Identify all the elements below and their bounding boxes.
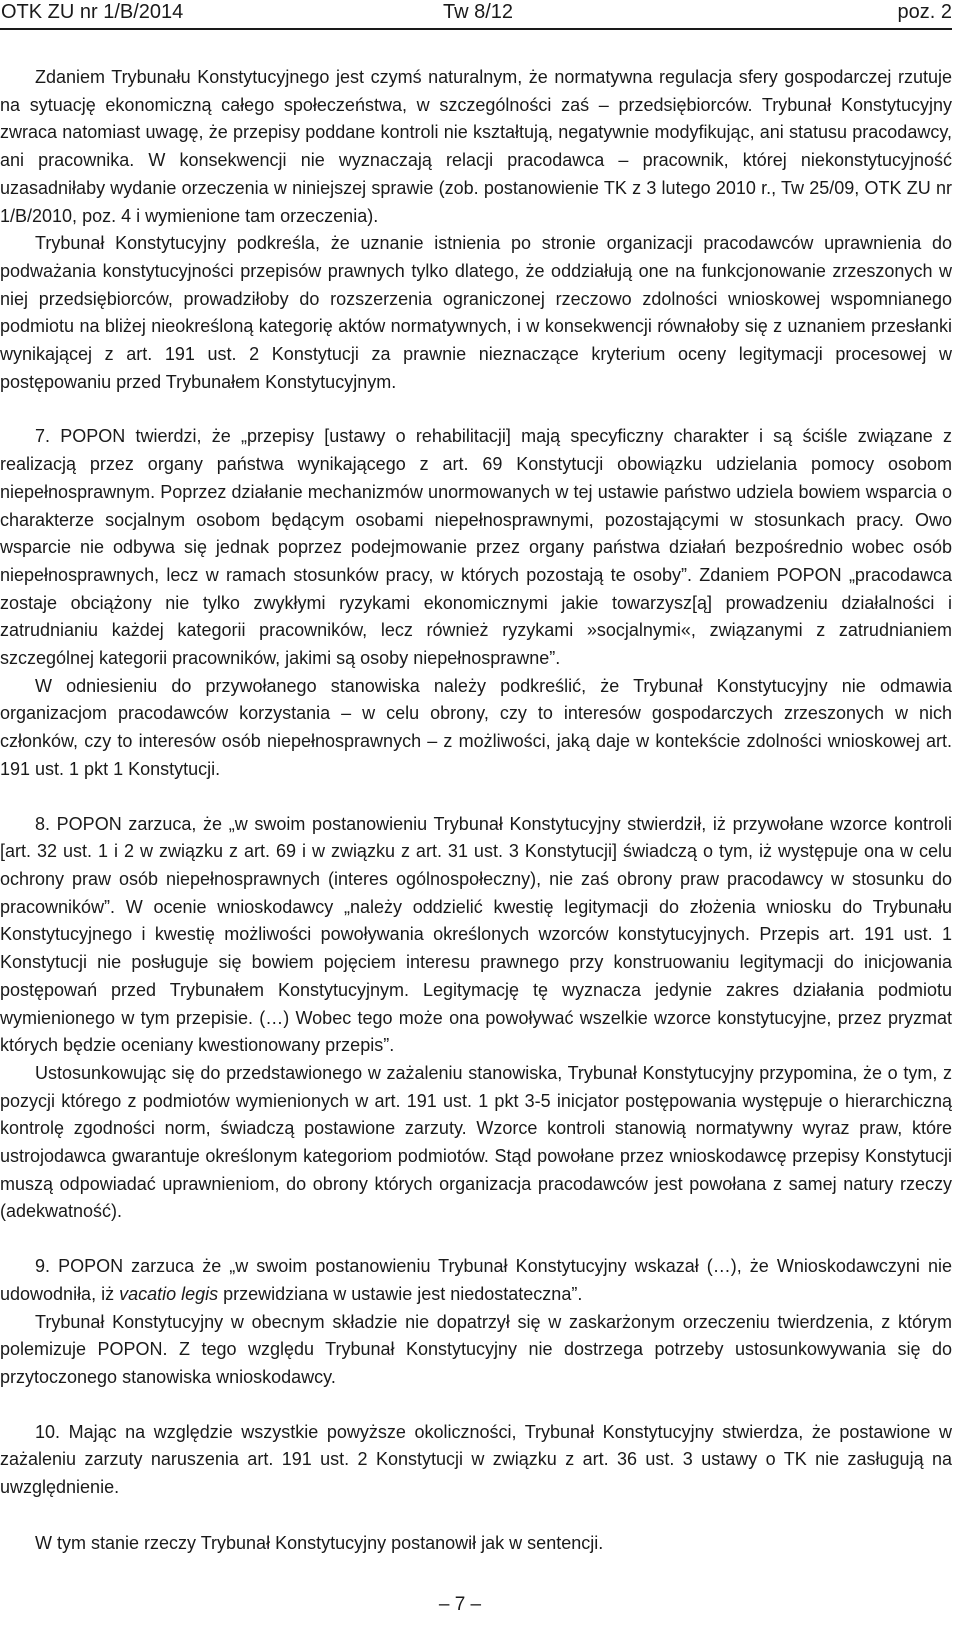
paragraph-employer-organization-standing: Trybunał Konstytucyjny podkreśla, że uznanie istnienia po stronie organizacji pracodawców uprawnienia do podważania konstytucyjności przepisów prawnych tylko dlatego, że oddziałują one na funkcjonowanie zrzeszonych w niej przedsiębiorców, prowadziłoby do rozszerzenia ograniczonej rzeczowo zdolności wnioskowej wspomnianego podmiotu na bliżej nieokreśloną kategorię aktów normatywnych, i w konsekwencji równałoby się z uznaniem przesłanki wynikającej z art. 191 ust. 2 Konstytucji za prawnie nieznaczące kryterium oceny legitymacji procesowej w postępowaniu przed Trybunałem Konstytucyjnym. [0, 233, 952, 392]
position-number: poz. 2 [897, 1, 952, 23]
paragraph-point-9-response: Trybunał Konstytucyjny w obecnym składzie nie dopatrzył się w zaskarżonym orzeczeniu twierdzenia, z którym polemizuje POPON. Z tego względu Trybunał Konstytucyjny nie dostrzega potrzeby ustosunkowywania się do przytoczonego stanowiska wnioskodawcy. [0, 1311, 952, 1387]
paragraph-point-7: 7. POPON twierdzi, że „przepisy [ustawy o rehabilitacji] mają specyficzny charakter i są ściśle związane z realizacją przez organy państwa wynikającego z art. 69 Konstytucji obowiązku udzielania pomocy osobom niepełnosprawnym. Poprzez działanie mechanizmów unormowanych w tej ustawie państwo udziela bowiem wsparcia o charakterze socjalnym osobom będącym osobami niepełnosprawnymi, pozostającymi w stosunkach pracy. Owo wsparcie nie odbywa się jednak poprzez podejmowanie przez organy państwa działań bezpośrednio wobec osób niepełnosprawnych, lecz w ramach stosunków pracy, w których pozostają te osoby”. Zdaniem POPON „pracodawca zostaje obciążony nie tylko zwykłymi ryzykami ekonomicznymi jakie towarzysz[ą] prowadzeniu działalności i zatrudnianiu każdej kategorii pracowników, lecz również ryzykami »socjalnymi«, związanymi z zatrudnianiem szczególnej kategorii pracowników, jakimi są osoby niepełnosprawne”. [0, 426, 952, 669]
paragraph-point-8-response: Ustosunkowując się do przedstawionego w zażaleniu stanowiska, Trybunał Konstytucyjny przypomina, że o tym, z pozycji którego z podmiotów wymienionych w art. 191 ust. 1 pkt 3-5 inicjator postępowania występuje o hierarchiczną kontrolę zgodności norm, świadczą postawione zarzuty. Wzorce kontroli stanowią normatywny wyraz praw, które ustrojodawca gwarantuje określonym kategoriom podmiotów. Stąd powołane przez wnioskodawcę przepisy Konstytucji muszą odpowiadać uprawnieniom, do obrony których organizacja pracodawców jest powołana z samej natury rzeczy (adekwatność). [0, 1062, 952, 1222]
case-number: Tw 8/12 [443, 1, 514, 23]
journal-reference: OTK ZU nr 1/B/2014 [1, 1, 184, 23]
paragraph-conclusion: W tym stanie rzeczy Trybunał Konstytucyjny postanowił jak w sentencji. [35, 1532, 604, 1553]
page-header [0, 0, 952, 30]
paragraph-point-8: 8. POPON zarzuca, że „w swoim postanowieniu Trybunał Konstytucyjny stwierdził, iż przywołane wzorce kontroli [art. 32 ust. 1 i 2 w związku z art. 69 i w związku z art. 31 ust. 3 Konstytucji] świadczą o tym, iż występuje ona w celu ochrony praw osób niepełnosprawnych (interes ogólnospołeczny), nie zaś obrony praw pracodawcy w stosunku do pracowników”. W ocenie wnioskodawcy „należy oddzielić kwestię legitymacji do złożenia wniosku do Trybunału Konstytucyjnego i kwestię możliwości powoływania określonych wzorców konstytucyjnych. Przepis art. 191 ust. 1 Konstytucji nie posługuje się bowiem pojęciem interesu prawnego przy konstruowaniu legitymacji do inicjowania postępowań przed Trybunałem Konstytucyjnym. Legitymację tę wyznacza jedynie zakres działania podmiotu wymienionego w tym przepisie. (…) Wobec tego może ona powoływać wszelkie wzorce konstytucyjne, przez pryzmat których będzie oceniany kwestionowany przepis”. [0, 813, 952, 1056]
point-9-text-after: przewidziana w ustawie jest niedostateczna”. [218, 1283, 583, 1304]
document-body [0, 64, 952, 1557]
paragraph-economic-regulation: Zdaniem Trybunału Konstytucyjnego jest czymś naturalnym, że normatywna regulacja sfery gospodarczej rzutuje na sytuację ekonomiczną całego społeczeństwa, w szczególności zaś – przedsiębiorców. Trybunał Konstytucyjny zwraca natomiast uwagę, że przepisy poddane kontroli nie kształtują, negatywnie modyfikując, ani statusu pracodawcy, ani pracownika. W konsekwencji nie wyznaczają relacji pracodawca – pracownik, której niekonstytucyjność uzasadniłaby wydanie orzeczenia w niniejszej sprawie (zob. postanowienie TK z 3 lutego 2010 r., Tw 25/09, OTK ZU nr 1/B/2010, poz. 4 i wymienione tam orzeczenia). [0, 67, 952, 226]
paragraph-point-7-response: W odniesieniu do przywołanego stanowiska należy podkreślić, że Trybunał Konstytucyjny nie odmawia organizacjom pracodawców korzystania – w celu obrony, czy to interesów gospodarczych zrzeszonych w nich członków, czy to interesów osób niepełnosprawnych – z możliwości, jaką daje w kontekście zdolności wnioskowej art. 191 ust. 1 pkt 1 Konstytucji. [0, 675, 952, 779]
point-9-text-before: 9. POPON zarzuca że „w swoim postanowieniu Trybunał Konstytucyjny wskazał (…), że Wnioskodawczyni nie udowodniła, iż [0, 1256, 952, 1304]
vacatio-legis-term: vacatio legis [119, 1283, 219, 1304]
page-number: – 7 – [438, 1594, 482, 1615]
paragraph-point-10: 10. Mając na względzie wszystkie powyższe okoliczności, Trybunał Konstytucyjny stwierdza, że postawione w zażaleniu zarzuty naruszenia art. 191 ust. 2 Konstytucji w związku z art. 36 ust. 3 ustawy o TK nie zasługują na uwzględnienie. [0, 1421, 952, 1498]
page-footer [0, 1593, 920, 1617]
paragraph-point-9 [0, 1253, 952, 1308]
